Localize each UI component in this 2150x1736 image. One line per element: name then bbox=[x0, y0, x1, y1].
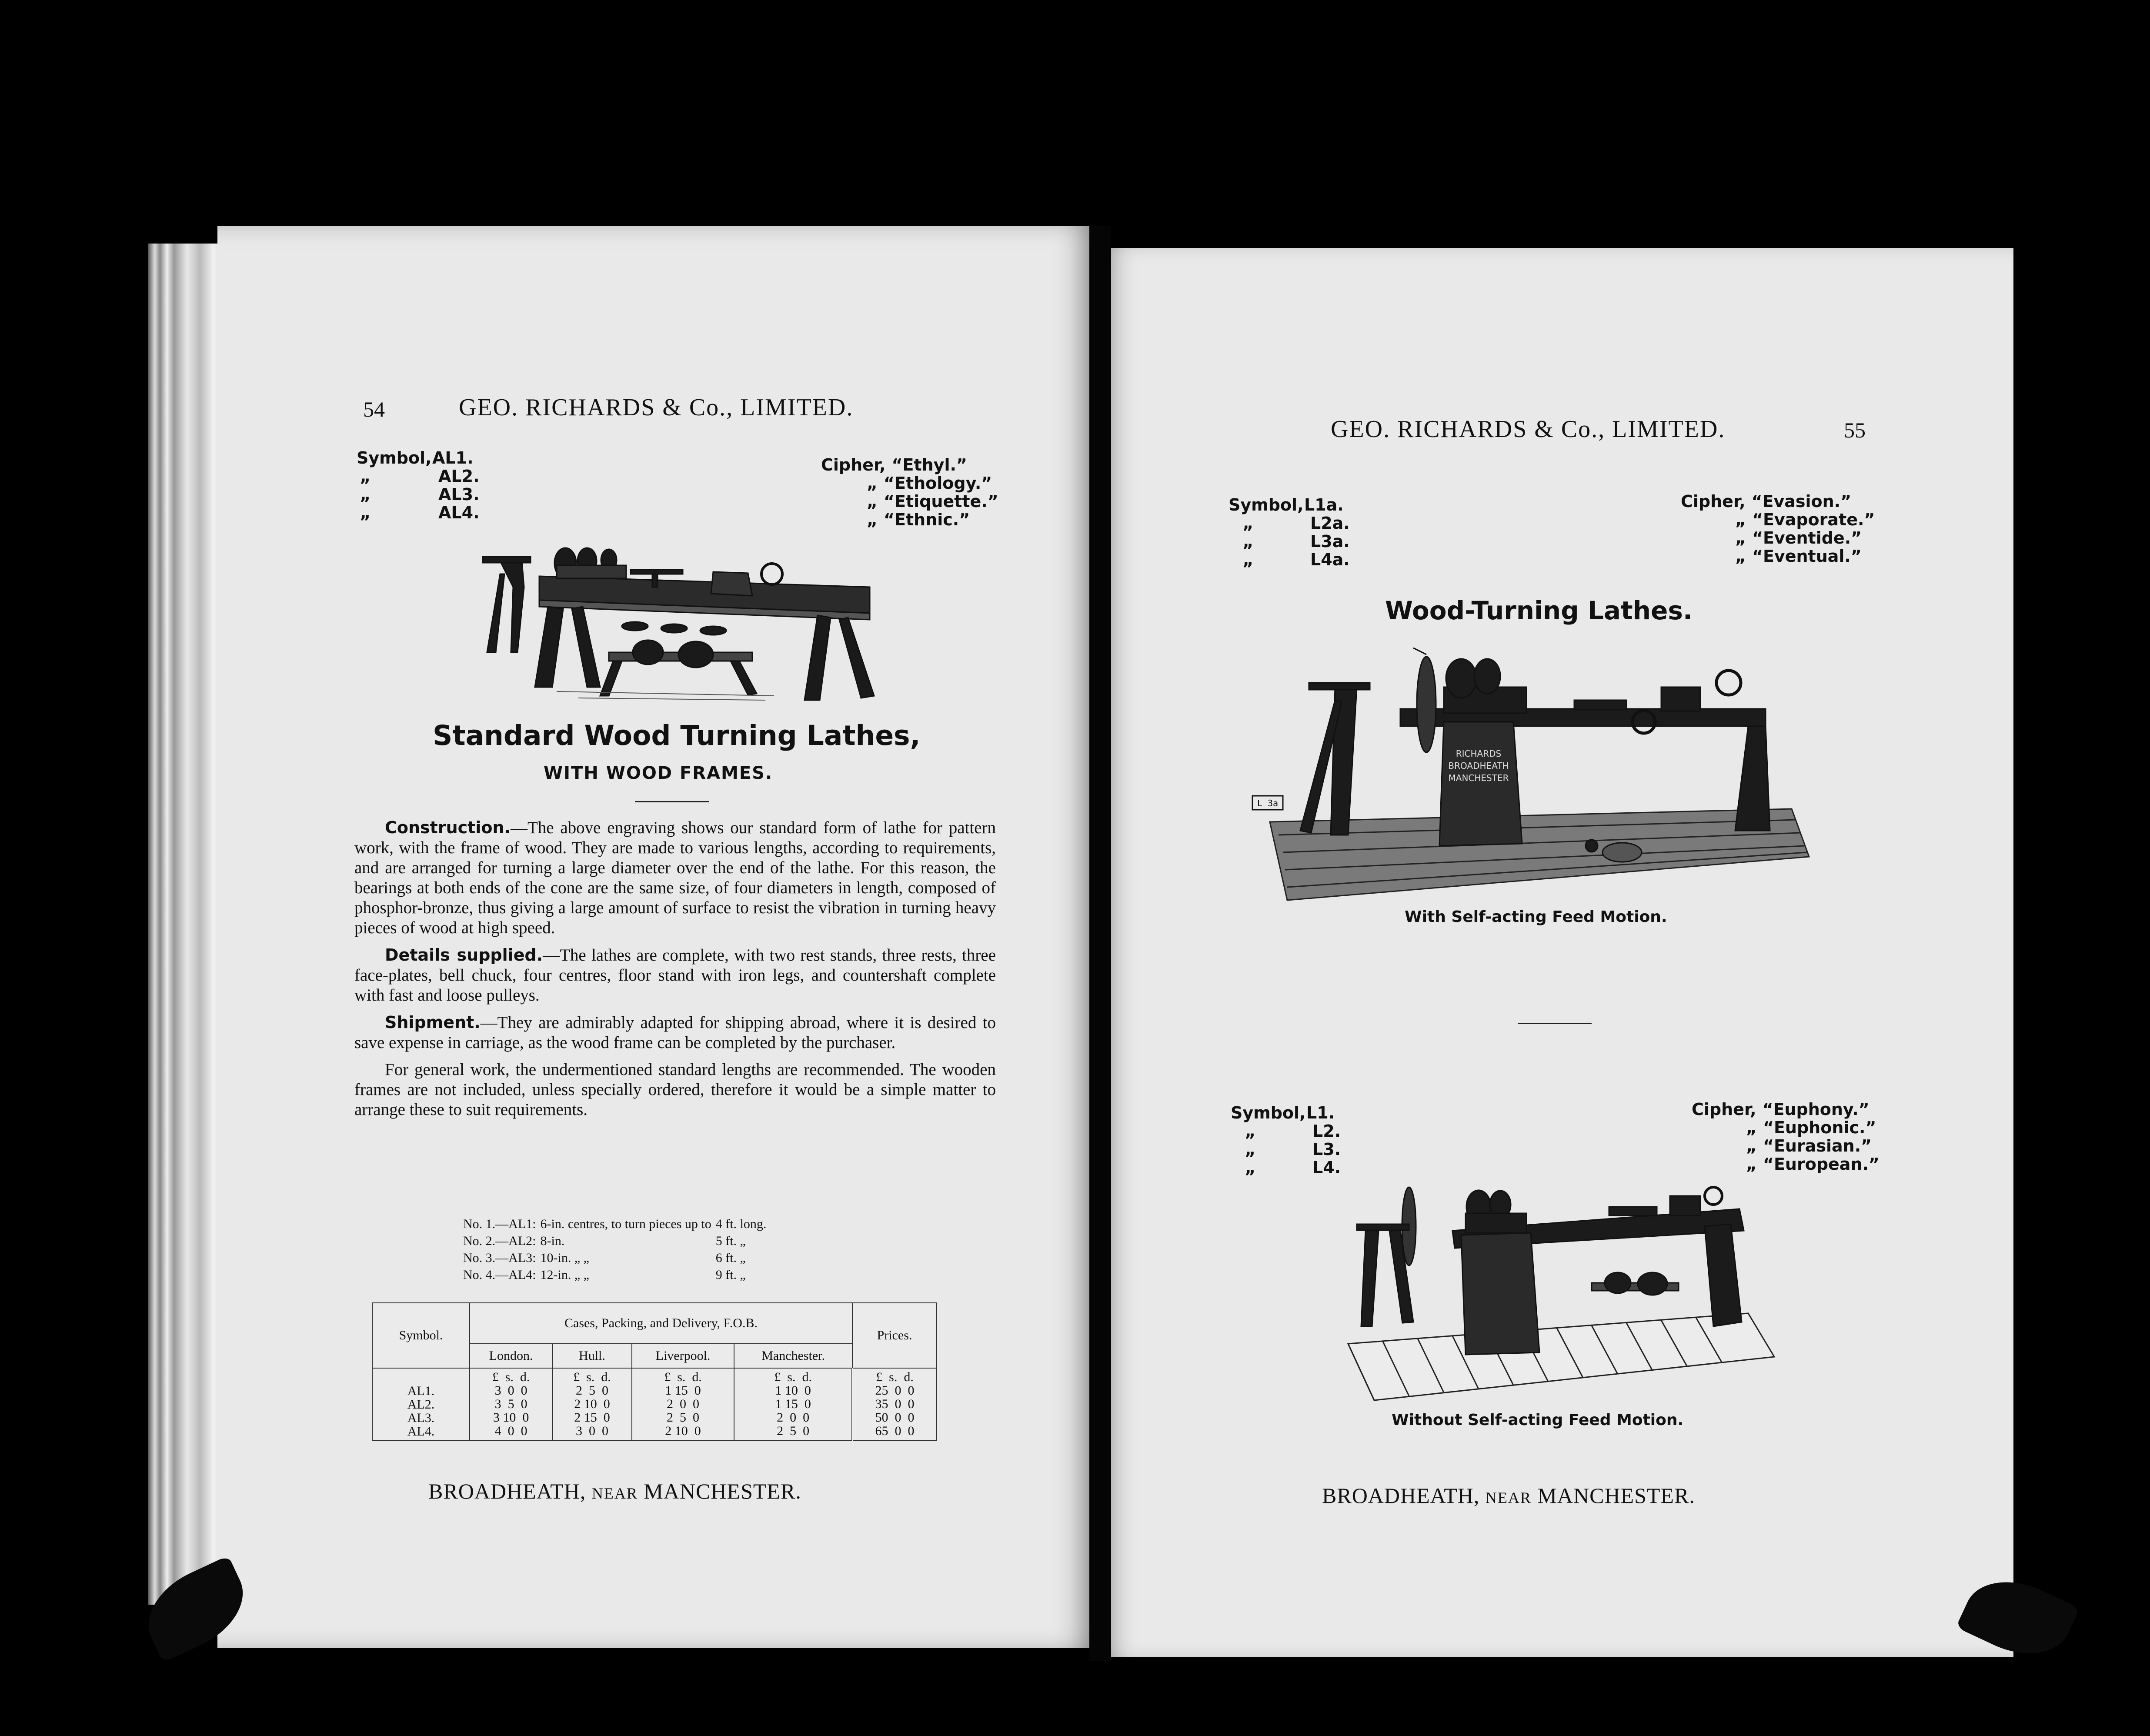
paragraph-construction: Construction.—The above engraving shows our standard form of lathe for pattern work, with the frame of wood. They are made to various lengths, according to requirements, and are arranged for turning a large diameter over the end of the lathe. For this reason, the bearings at both ends of the cone are the same size, of four diameters in length, composed of phosphor-bronze, thus giving a large amount of surface to resist the vibration in turning heavy pieces of wood at high speed. bbox=[354, 818, 996, 937]
ditto-mark: „ bbox=[1735, 547, 1746, 566]
standard-lengths-list bbox=[463, 1215, 771, 1283]
list-item: No. 2.—AL2: 8-in. 5 ft. „ bbox=[463, 1234, 746, 1248]
cipher-code: “Eventide.” bbox=[1752, 528, 1862, 548]
port-header: Manchester. bbox=[734, 1344, 852, 1368]
ditto-mark: „ bbox=[1746, 1136, 1757, 1155]
ditto-mark: „ bbox=[1245, 1140, 1256, 1159]
right-page-title: Wood-Turning Lathes. bbox=[1385, 596, 1693, 625]
cipher-list-bottom bbox=[1692, 1100, 1880, 1173]
symbol-row bbox=[357, 504, 480, 522]
svg-text:RICHARDS: RICHARDS bbox=[1456, 748, 1502, 759]
paragraph-general: For general work, the undermentioned standard lengths are recommended. The wooden frames are not included, unless specially ordered, therefore it would be a simple matter to arrange these to suit requirements. bbox=[354, 1060, 996, 1119]
symbol-list bbox=[357, 449, 480, 522]
symbol-code: L3. bbox=[1312, 1140, 1341, 1159]
wood-frame-lathe-illustration bbox=[470, 522, 887, 704]
page-number: 55 bbox=[1844, 418, 1866, 442]
symbol-code: AL3. bbox=[438, 485, 480, 504]
symbol-label: Symbol, bbox=[357, 448, 432, 467]
svg-text:L 3a: L 3a bbox=[1257, 798, 1279, 808]
cipher-list-top bbox=[1681, 492, 1875, 565]
cipher-code: “Euphonic.” bbox=[1763, 1118, 1876, 1137]
ditto-mark: „ bbox=[1242, 514, 1254, 533]
paragraph-shipment: Shipment.—They are admirably adapted for shipping abroad, where it is desired to save expense in carriage, as the wood frame can be completed by the purchaser. bbox=[354, 1013, 996, 1052]
prices-header: Prices. bbox=[852, 1303, 937, 1368]
ditto-mark: „ bbox=[867, 510, 878, 529]
cipher-label: Cipher, bbox=[1692, 1100, 1756, 1119]
symbol-column: AL1. AL2. AL3. AL4. bbox=[372, 1368, 470, 1440]
ditto-mark: „ bbox=[1746, 1155, 1757, 1174]
symbol-row bbox=[1229, 551, 1350, 569]
cipher-code: “Ethnic.” bbox=[884, 510, 970, 529]
cipher-row bbox=[1692, 1155, 1880, 1173]
cipher-row bbox=[1681, 511, 1875, 529]
page-number: 54 bbox=[363, 397, 385, 421]
symbol-list-bottom bbox=[1231, 1104, 1341, 1177]
symbol-row bbox=[357, 467, 480, 485]
symbol-code: L4a. bbox=[1310, 550, 1350, 569]
plain-lathe-illustration bbox=[1348, 1183, 1774, 1426]
cipher-code: “Eurasian.” bbox=[1763, 1136, 1872, 1155]
ditto-mark: „ bbox=[360, 503, 371, 522]
right-page bbox=[1105, 248, 2013, 1657]
ditto-mark: „ bbox=[1746, 1118, 1757, 1137]
section-divider bbox=[635, 801, 709, 802]
symbol-code: AL2. bbox=[438, 467, 480, 486]
description-text bbox=[354, 818, 996, 1120]
cipher-row bbox=[1692, 1118, 1880, 1137]
svg-text:MANCHESTER: MANCHESTER bbox=[1448, 773, 1509, 783]
symbol-row bbox=[1231, 1158, 1341, 1177]
ditto-mark: „ bbox=[867, 474, 878, 493]
symbol-list-top bbox=[1229, 496, 1350, 569]
hull-column: £ s. d. 2 5 0 2 10 0 2 15 0 3 0 0 bbox=[552, 1368, 632, 1440]
prices-column: £ s. d. 25 0 0 35 0 0 50 0 0 65 0 0 bbox=[852, 1368, 937, 1440]
svg-text:BROADHEATH: BROADHEATH bbox=[1448, 761, 1509, 771]
price-table bbox=[372, 1302, 937, 1441]
symbol-code: AL4. bbox=[438, 503, 480, 522]
symbol-label: Symbol, bbox=[1229, 495, 1304, 514]
symbol-code: L3a. bbox=[1310, 532, 1350, 551]
port-header: Liverpool. bbox=[632, 1344, 734, 1368]
self-acting-lathe-illustration bbox=[1257, 648, 1809, 900]
symbol-row bbox=[1231, 1140, 1341, 1158]
cipher-list bbox=[821, 456, 998, 529]
port-header: London. bbox=[470, 1344, 552, 1368]
cipher-code: “European.” bbox=[1763, 1155, 1880, 1174]
symbol-code: L4. bbox=[1312, 1158, 1341, 1177]
ditto-mark: „ bbox=[1245, 1122, 1256, 1141]
cipher-row bbox=[821, 492, 998, 511]
list-item: No. 4.—AL4: 12-in. „ „ 9 ft. „ bbox=[463, 1268, 746, 1282]
ditto-mark: „ bbox=[360, 485, 371, 504]
cipher-code: “Evasion.” bbox=[1751, 492, 1852, 511]
list-item: No. 1.—AL1: 6-in. centres, to turn pieces up to 4 ft. long. bbox=[463, 1217, 767, 1231]
liverpool-column: £ s. d. 1 15 0 2 0 0 2 5 0 2 10 0 bbox=[632, 1368, 734, 1440]
ditto-mark: „ bbox=[1735, 510, 1746, 529]
cipher-code: “Eventual.” bbox=[1752, 547, 1862, 566]
cipher-label: Cipher, bbox=[821, 455, 886, 474]
symbol-row bbox=[1231, 1122, 1341, 1140]
cipher-code: “Euphony.” bbox=[1762, 1100, 1870, 1119]
book-gutter bbox=[1089, 226, 1111, 1661]
right-page-footer: BROADHEATH, NEAR MANCHESTER. bbox=[1322, 1483, 1695, 1508]
symbol-label: Symbol, bbox=[1231, 1103, 1306, 1122]
paragraph-details: Details supplied.—The lathes are complete, with two rest stands, three rests, three face-plates, bell chuck, four centres, floor stand with iron legs, and countershaft complete with fast and loose pulleys. bbox=[354, 945, 996, 1005]
left-page-title: Standard Wood Turning Lathes, bbox=[433, 720, 921, 751]
caption-without-feed: Without Self-acting Feed Motion. bbox=[1392, 1411, 1684, 1429]
symbol-header: Symbol. bbox=[372, 1303, 470, 1368]
cipher-row bbox=[821, 456, 998, 474]
cipher-row bbox=[1692, 1100, 1880, 1118]
cipher-row bbox=[821, 474, 998, 492]
cases-header: Cases, Packing, and Delivery, F.O.B. bbox=[470, 1303, 852, 1344]
list-item: No. 3.—AL3: 10-in. „ „ 6 ft. „ bbox=[463, 1251, 746, 1265]
section-divider bbox=[1518, 1023, 1592, 1024]
symbol-row bbox=[1231, 1104, 1341, 1122]
symbol-row bbox=[1229, 532, 1350, 551]
cipher-row bbox=[1692, 1137, 1880, 1155]
cipher-row bbox=[1681, 492, 1875, 511]
ditto-mark: „ bbox=[1735, 528, 1746, 548]
symbol-code: L1. bbox=[1306, 1103, 1335, 1122]
ditto-mark: „ bbox=[1242, 532, 1254, 551]
symbol-code: L2. bbox=[1312, 1122, 1341, 1141]
london-column: £ s. d. 3 0 0 3 5 0 3 10 0 4 0 0 bbox=[470, 1368, 552, 1440]
cipher-row bbox=[1681, 529, 1875, 547]
symbol-row bbox=[1229, 496, 1350, 514]
cipher-code: “Etiquette.” bbox=[884, 492, 998, 511]
symbol-code: L1a. bbox=[1304, 495, 1344, 514]
cipher-code: “Ethology.” bbox=[884, 474, 992, 493]
left-page-subtitle: WITH WOOD FRAMES. bbox=[544, 763, 773, 783]
cipher-row bbox=[1681, 547, 1875, 565]
running-head: GEO. RICHARDS & Co., LIMITED. bbox=[459, 394, 854, 421]
cipher-code: “Evaporate.” bbox=[1752, 510, 1875, 529]
running-head: GEO. RICHARDS & Co., LIMITED. bbox=[1331, 416, 1726, 443]
cipher-label: Cipher, bbox=[1681, 492, 1746, 511]
ditto-mark: „ bbox=[1242, 550, 1254, 569]
ditto-mark: „ bbox=[867, 492, 878, 511]
symbol-code: L2a. bbox=[1310, 514, 1350, 533]
ditto-mark: „ bbox=[1245, 1158, 1256, 1177]
symbol-row bbox=[357, 449, 480, 467]
ditto-mark: „ bbox=[360, 467, 371, 486]
symbol-row bbox=[1229, 514, 1350, 532]
port-header: Hull. bbox=[552, 1344, 632, 1368]
symbol-row bbox=[357, 485, 480, 504]
cipher-code: “Ethyl.” bbox=[891, 455, 967, 474]
manchester-column: £ s. d. 1 10 0 1 15 0 2 0 0 2 5 0 bbox=[734, 1368, 852, 1440]
caption-with-feed: With Self-acting Feed Motion. bbox=[1405, 908, 1667, 926]
left-page-footer: BROADHEATH, NEAR MANCHESTER. bbox=[428, 1479, 801, 1503]
symbol-code: AL1. bbox=[432, 448, 474, 467]
